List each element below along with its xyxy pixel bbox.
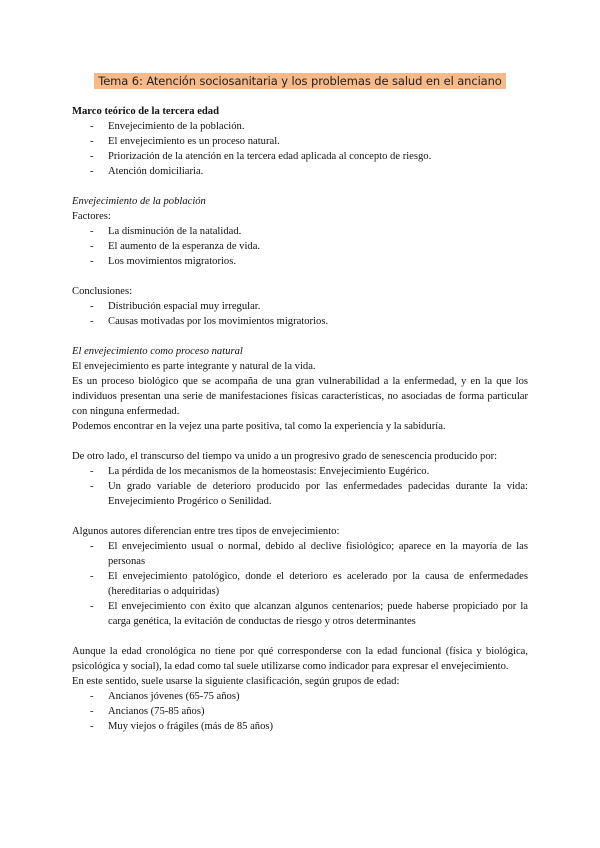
list-senescencia [72,464,528,509]
list-item: - Ancianos (75-85 años) [72,704,528,719]
list-item: - La pérdida de los mecanismos de la homeostasis: Envejecimiento Eugérico. [72,464,528,479]
paragraph: De otro lado, el transcurso del tiempo va unido a un progresivo grado de senescencia producido por: [72,451,498,462]
list-item: - El envejecimiento usual o normal, debido al declive fisiológico; aparece en la mayoría de las personas [72,539,528,569]
list-marco [72,119,528,179]
list-item: - Los movimientos migratorios. [72,254,528,269]
paragraph: El envejecimiento es parte integrante y natural de la vida. [72,361,316,372]
list-item: - Envejecimiento de la población. [72,119,528,134]
paragraph: Es un proceso biológico que se acompaña de una gran vulnerabilidad a la enfermedad, y en la que los individuos presentan una serie de manifestaciones físicas características, no asociadas de forma particular con ninguna enfermedad. [72,376,528,417]
paragraph: En este sentido, suele usarse la siguiente clasificación, según grupos de edad: [72,676,400,687]
list-item: - Ancianos jóvenes (65-75 años) [72,689,528,704]
list-item: - Causas motivadas por los movimientos migratorios. [72,314,528,329]
list-conclusiones [72,299,528,329]
list-tipos [72,539,528,629]
list-item: - Muy viejos o frágiles (más de 85 años) [72,719,528,734]
list-item: - El envejecimiento patológico, donde el deterioro es acelerado por la causa de enfermedades (hereditarias o adquiridas) [72,569,528,599]
list-item: - El envejecimiento con éxito que alcanzan algunos centenarios; puede haberse propiciado por la carga genética, la evitación de conductas de riesgo y otros determinantes [72,599,528,629]
heading-envejecimiento: Envejecimiento de la población [72,196,206,207]
paragraph: Podemos encontrar en la vejez una parte positiva, tal como la experiencia y la sabiduría. [72,421,446,432]
paragraph: Aunque la edad cronológica no tiene por qué corresponderse con la edad funcional (física y biológica, psicológica y social), la edad como tal suele utilizarse como indicador para expresar el envejecimiento. [72,646,528,672]
list-item: - La disminución de la natalidad. [72,224,528,239]
heading-marco: Marco teórico de la tercera edad [72,106,219,117]
list-factores [72,224,528,269]
list-item: - Un grado variable de deterioro producido por las enfermedades padecidas durante la vida: Envejecimiento Progérico o Senilidad. [72,479,528,509]
list-item: - Atención domiciliaria. [72,164,528,179]
paragraph: Algunos autores diferencian entre tres tipos de envejecimiento: [72,526,340,537]
heading-natural: El envejecimiento como proceso natural [72,346,243,357]
document-body [72,104,528,734]
list-item: - El envejecimiento es un proceso natural. [72,134,528,149]
label-factores: Factores: [72,211,111,222]
list-grupos [72,689,528,734]
page-title: Tema 6: Atención sociosanitaria y los problemas de salud en el anciano [94,73,506,89]
list-item: - Distribución espacial muy irregular. [72,299,528,314]
list-item: - El aumento de la esperanza de vida. [72,239,528,254]
label-conclusiones: Conclusiones: [72,286,133,297]
list-item: - Priorización de la atención en la tercera edad aplicada al concepto de riesgo. [72,149,528,164]
title-container [0,72,600,90]
